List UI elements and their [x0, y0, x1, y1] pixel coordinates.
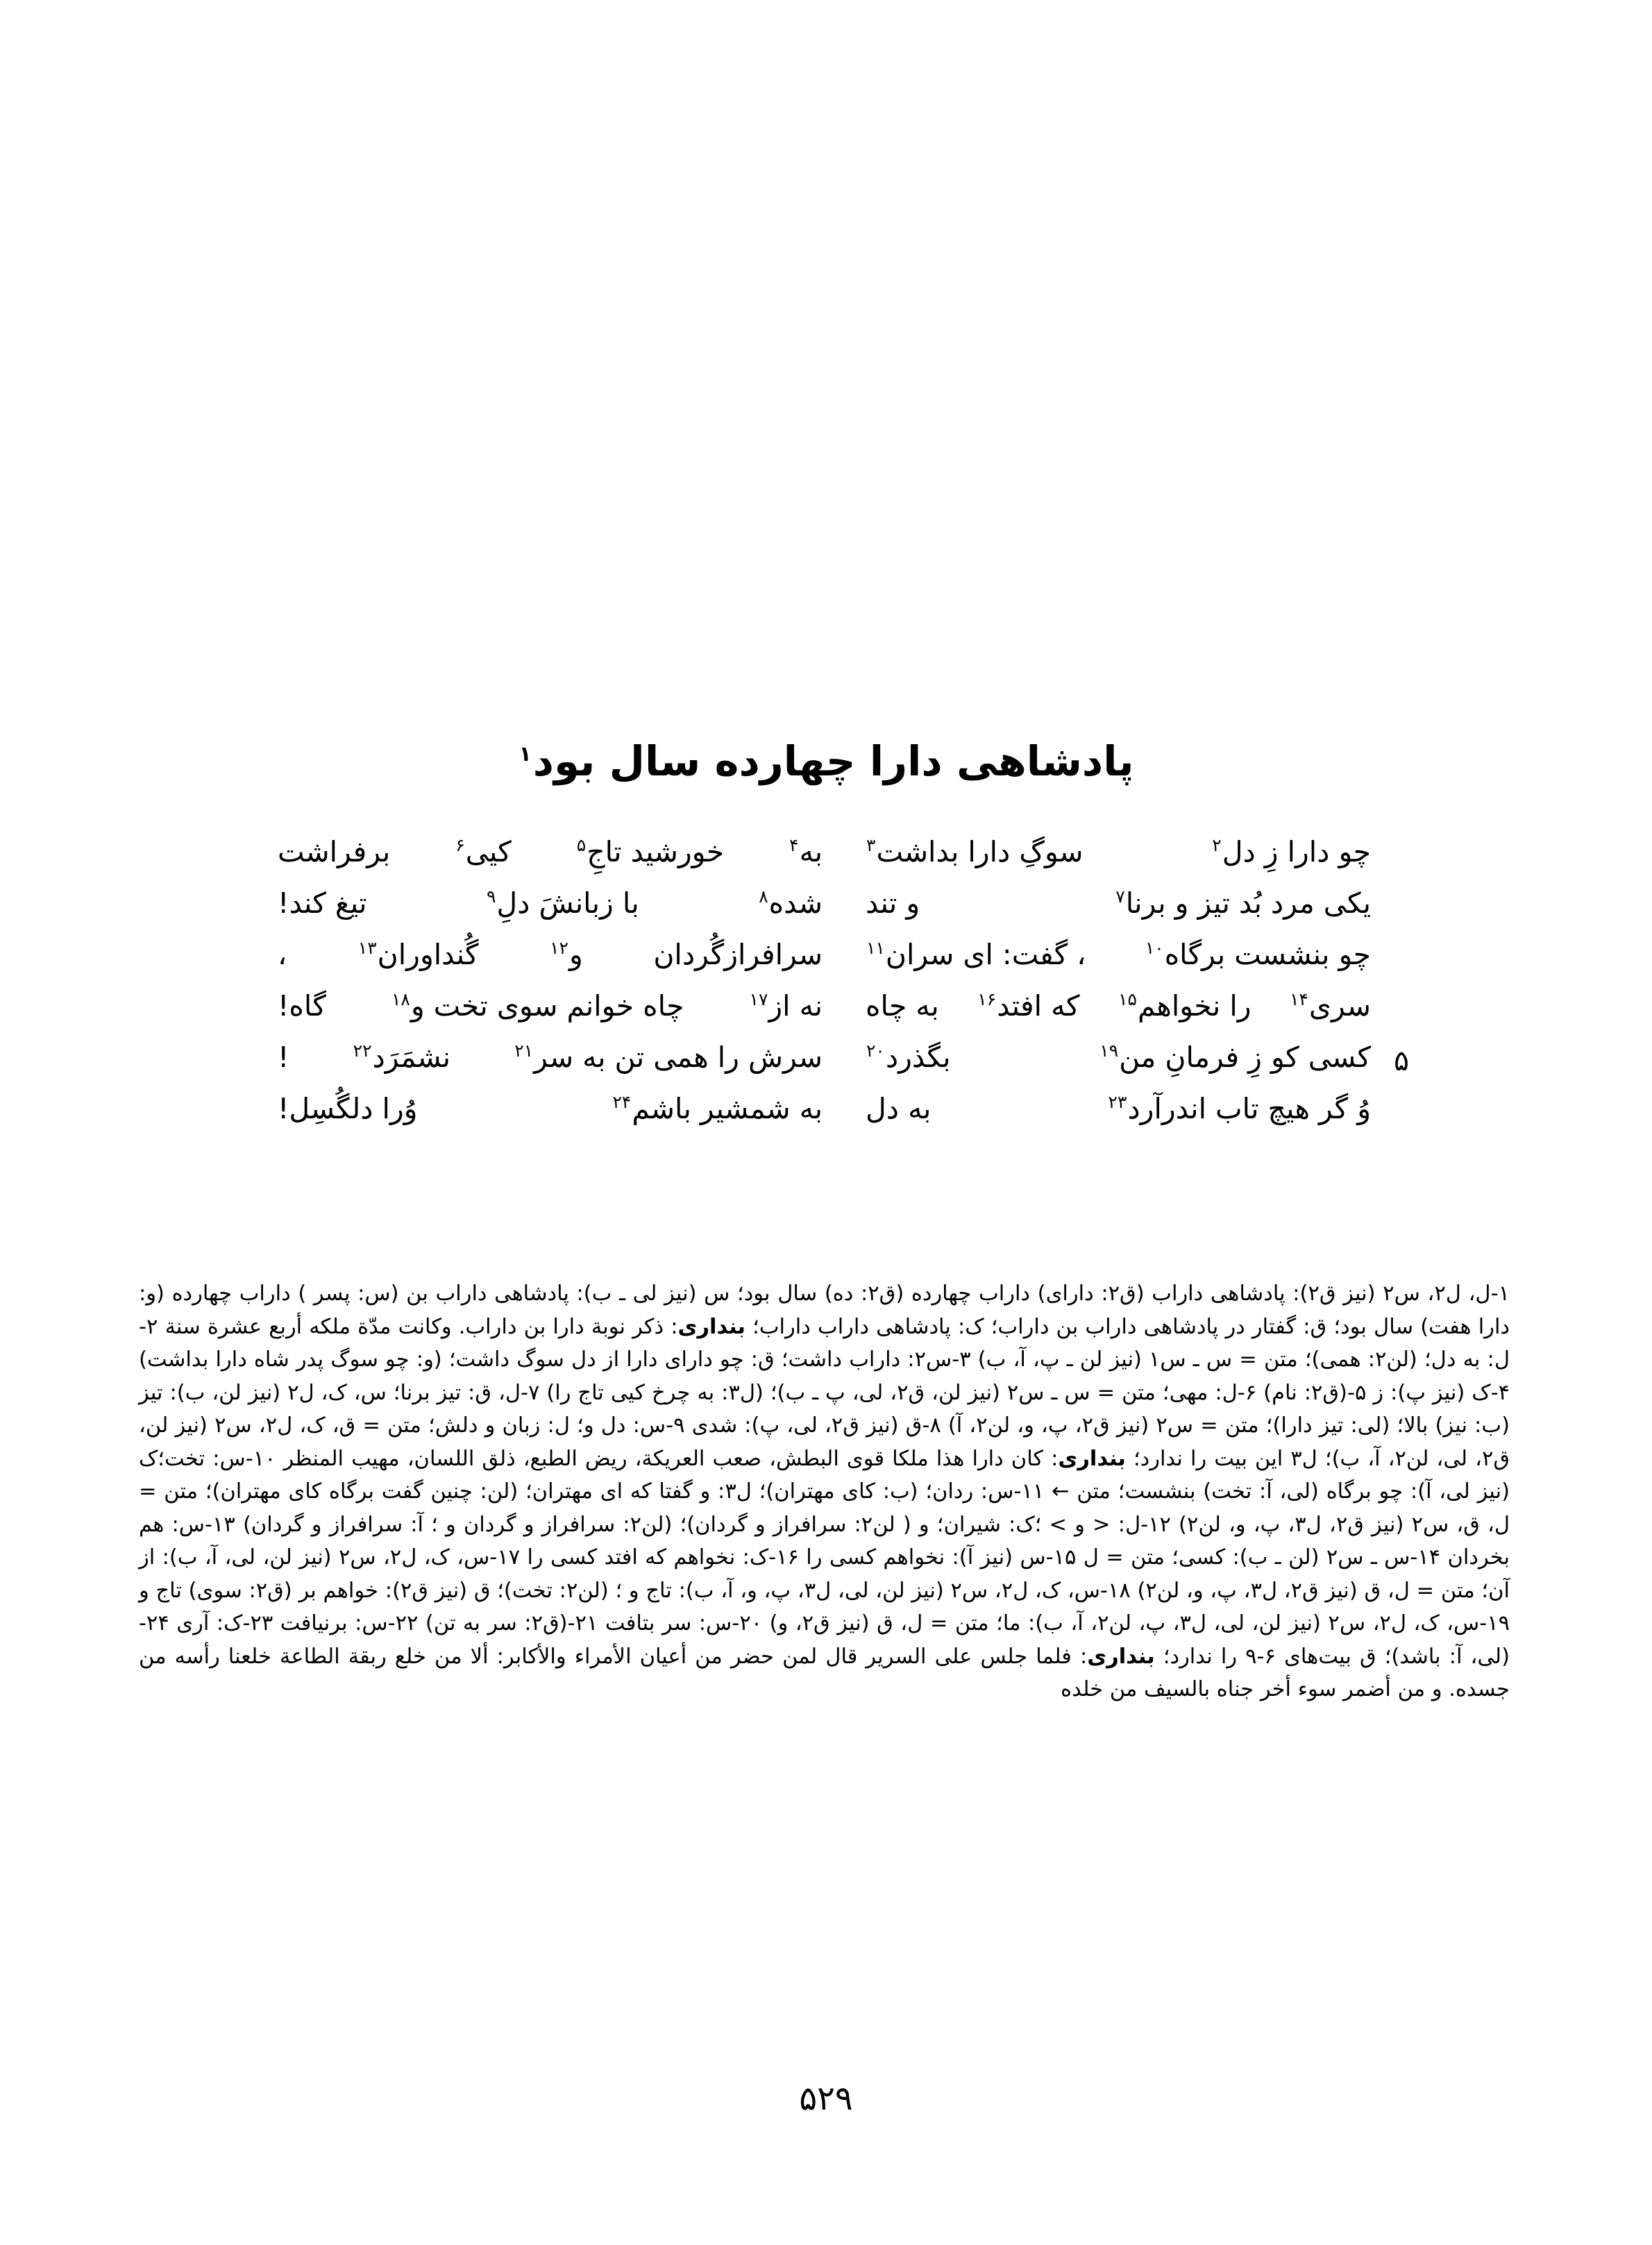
- verse-footnote-marker: ۱۰: [1145, 938, 1164, 959]
- verse-segment: سرافرازگُردان: [653, 938, 823, 971]
- verse-segment: گاه!: [278, 989, 326, 1023]
- verse-segment: با زبانشَ دلِ$^۹$: [486, 886, 639, 920]
- hemistich-first: [823, 830, 1371, 875]
- verse-footnote-marker: ۲۴: [612, 1092, 632, 1113]
- verse-segment: کیی$^۶$: [455, 835, 512, 868]
- verse-footnote-marker: ۸: [759, 886, 768, 907]
- apparatus-source-name: بنداری: [1087, 1644, 1155, 1669]
- verse-footnote-marker: ۱۲: [550, 938, 568, 959]
- verse-segment: به$^۴$: [789, 835, 823, 868]
- verse-segment: سری$^{۱۴}$: [1290, 989, 1371, 1023]
- verse-segment: ،: [278, 938, 287, 971]
- verse-segment: که افتد$^{۱۶}$: [977, 989, 1080, 1023]
- verse-segment: !: [278, 1041, 289, 1074]
- verse-segment: کسی کو زِ فرمانِ من$^{۱۹}$: [1099, 1041, 1371, 1074]
- verse-footnote-marker: ۱۹: [1099, 1041, 1119, 1061]
- verse-footnote-marker: ۱۶: [977, 989, 997, 1010]
- verse-footnote-marker: ۲: [1212, 835, 1222, 856]
- verse-segment: را نخواهم$^{۱۵}$: [1118, 989, 1251, 1023]
- hemistich-second: [278, 882, 823, 926]
- verse-footnote-marker: ۶: [455, 835, 465, 856]
- verse-footnote-marker: ۳: [866, 835, 876, 856]
- verse-line: [278, 1036, 1410, 1087]
- hemistich-second: [278, 1036, 823, 1080]
- verse-segment: و$^{۱۲}$: [550, 938, 583, 971]
- verse-segment: به شمشیر باشم$^{۲۴}$: [612, 1092, 823, 1125]
- verse-segment: سرش را همی تن به سر$^{۲۱}$: [514, 1041, 823, 1074]
- verse-segment: ، گفت: ای سران$^{۱۱}$: [866, 938, 1086, 971]
- verse-segment: به چاه: [866, 989, 939, 1023]
- apparatus-text: : فلما جلس علی السریر قال لمن حضر من أعیان الأمراء والأکابر: ألا من خلع ربقة الطاعة خلعنا رأسه من جسده. و من أضمر سوء أخر جناه بالسیف من خلده: [139, 1644, 1510, 1701]
- verse-segment: سوگِ دارا بداشت$^۳$: [866, 835, 1084, 868]
- hemistich-first: [823, 1087, 1371, 1132]
- verse-line: [278, 984, 1371, 1036]
- hemistich-first: [823, 882, 1371, 926]
- title-footnote-marker: ۱: [519, 741, 532, 766]
- verse-footnote-marker: ۲۳: [1108, 1092, 1127, 1113]
- verse-segment: نشمَرَد$^{۲۲}$: [353, 1041, 451, 1074]
- verse-segment: چو دارا زِ دل$^۲$: [1212, 835, 1371, 868]
- verse-footnote-marker: ۴: [789, 835, 799, 856]
- verse-segment: و تند: [866, 886, 920, 920]
- hemistich-second: [278, 984, 823, 1029]
- verse-footnote-marker: ۷: [1115, 886, 1125, 907]
- verse-footnote-marker: ۱۴: [1290, 989, 1308, 1010]
- hemistich-second: [278, 933, 823, 977]
- verse-footnote-marker: ۱۸: [391, 989, 410, 1010]
- verse-segment: تیغ کند!: [278, 886, 367, 920]
- hemistich-first: [823, 933, 1371, 977]
- verse-footnote-marker: ۱۳: [357, 938, 377, 959]
- verse-segment: چو بنشست برگاه$^{۱۰}$: [1145, 938, 1371, 971]
- apparatus-criticus: [139, 1277, 1510, 1706]
- page-number: ۵۲۹: [799, 2079, 853, 2118]
- verse-footnote-marker: ۵: [576, 835, 587, 856]
- hemistich-first: [823, 1036, 1371, 1080]
- hemistich-first: [823, 984, 1371, 1029]
- verse-segment: شده$^۸$: [759, 886, 823, 920]
- verse-line: [278, 933, 1371, 984]
- verse-footnote-marker: ۱۵: [1118, 989, 1137, 1010]
- verse-segment: چاه خوانم سوی تخت و$^{۱۸}$: [391, 989, 684, 1023]
- apparatus-text: ۱-ل، ل۲، س۲ (نیز ق۲): پادشاهی داراب (ق۲: دارای) داراب چهارده (ق۲: ده) سال بود؛ س (نیز لی ـ ب): پادشاهی داراب بن (س: پسر ) داراب چهارده (و: دارا هفت) سال بود؛ ق: گفتار در پادشاهی داراب بن داراب؛ ک: پادشاهی داراب داراب؛: [139, 1281, 1510, 1339]
- verse-segment: وُرا دلگُسِل!: [278, 1092, 418, 1125]
- verse-footnote-marker: ۱۷: [749, 989, 768, 1010]
- verse-line: [278, 830, 1371, 882]
- verse-segment: گُنداوران$^{۱۳}$: [357, 938, 479, 971]
- verse-footnote-marker: ۹: [486, 886, 496, 907]
- verse-segment: بگذرد$^{۲۰}$: [866, 1041, 951, 1074]
- verse-segment: به دل: [866, 1092, 932, 1125]
- verse-segment: برفراشت: [278, 835, 391, 868]
- verse-segment: وُ گر هیچ تاب اندرآرد$^{۲۳}$: [1108, 1092, 1371, 1125]
- verse-footnote-marker: ۲۱: [514, 1041, 534, 1061]
- apparatus-source-name: بنداری: [1058, 1446, 1126, 1471]
- hemistich-second: [278, 1087, 823, 1132]
- verse-line: [278, 1087, 1371, 1138]
- apparatus-text: : ذکر نوبة دارا بن داراب. وکانت مدّة ملکه أربع عشرة سنة ۲-ل: به دل؛ (لن۲: همی)؛ متن = س ـ س۱ (نیز لن ـ پ، آ، ب) ۳-س۲: داراب داشت؛ ق: چو دارای دارا از دل سوگ داشت؛ (و: چو سوگ پدر شاه دارا بداشت) ۴-ک (نیز پ): ز ۵-(ق۲: نام) ۶-ل: مهی؛ متن = س ـ س۲ (نیز لن، ق۲، لی، پ ـ ب)؛ (ل۳: به چرخ کیی تاج را) ۷-ل، ق: تیز برنا؛ س، ک، ل۲ (نیز لن، ب): تیز (ب: نیز) بالا؛ (لی: تیز دارا)؛ متن = س۲ (نیز ق۲، پ، و، لن۲، آ) ۸-ق (نیز ق۲، لی، پ): شدی ۹-س: دل و؛ ل: زبان و دلش؛ متن = ق، ک، ل۲، س۲ (نیز لن، ق۲، لی، لن۲، آ، ب)؛ ل۳ این بیت را ندارد؛: [139, 1314, 1510, 1471]
- apparatus-text: : کان دارا هذا ملکا قوی البطش، صعب العریکة، ریض الطبع، ذلق اللسان، مهیب المنظر ۱۰-س: تخت؛ک (نیز لی، آ): چو برگاه (لی، آ: تخت) بنشست؛ متن ← ۱۱-س: ردان؛ (ب: کای مهتران)؛ ل۳: و گفتا که ای مهتران؛ (لن: چنین گفت برگاه کای مهتران)؛ متن = ل، ق، س۲ (نیز ق۲، ل۳، پ، و، لن۲) ۱۲-ل: < و > ؛ک: شیران؛ و ( لن۲: سرافراز و گردان)؛ (لن۲: سرافراز و گردان و ؛ آ: سرافراز و گردان) ۱۳-س: هم بخردان ۱۴-س ـ س۲ (لن ـ ب): کسی؛ متن = ل ۱۵-س (نیز آ): نخواهم کسی را ۱۶-ک: نخواهم که افتد کسی را ۱۷-س، ک، ل۲، س۲ (نیز لن، لی، آ، ب): از آن؛ متن = ل، ق (نیز ق۲، ل۳، پ، و، لن۲) ۱۸-س، ک، ل۲، س۲ (نیز لن، لی، ل۳، پ، و، آ، ب): تاج و ؛ (لن۲: تخت)؛ ق (نیز ق۲): خواهم بر (ق۲: سوی) تاج و ۱۹-س، ک، ل۲، س۲ (نیز لن، لی، ل۳، پ، لن۲، آ، ب): ما؛ متن = ل، ق (نیز ق۲، و) ۲۰-س: سر بتافت ۲۱-(ق۲: سر به تن) ۲۲-س: برنیافت ۲۳-ک: آری ۲۴-(لی، آ: باشد)؛ ق بیت‌های ۶-۹ را ندارد؛: [139, 1446, 1510, 1669]
- apparatus-source-name: بنداری: [677, 1314, 745, 1339]
- verse-footnote-marker: ۱۱: [866, 938, 885, 959]
- page-title: [0, 736, 1652, 787]
- page-title-text: پادشاهی دارا چهارده سال بود: [532, 737, 1134, 785]
- hemistich-second: [278, 830, 823, 875]
- verse-line-number: ۵: [1393, 1044, 1410, 1077]
- verse-segment: یکی مرد بُد تیز و برنا$^۷$: [1115, 886, 1371, 920]
- verse-segment: خورشید تاجِ$^۵$: [576, 835, 725, 868]
- verse-segment: نه از$^{۱۷}$: [749, 989, 823, 1023]
- verse-line: [278, 882, 1371, 933]
- verse-block: [278, 830, 1410, 1138]
- verse-footnote-marker: ۲۰: [866, 1041, 885, 1061]
- verse-footnote-marker: ۲۲: [353, 1041, 372, 1061]
